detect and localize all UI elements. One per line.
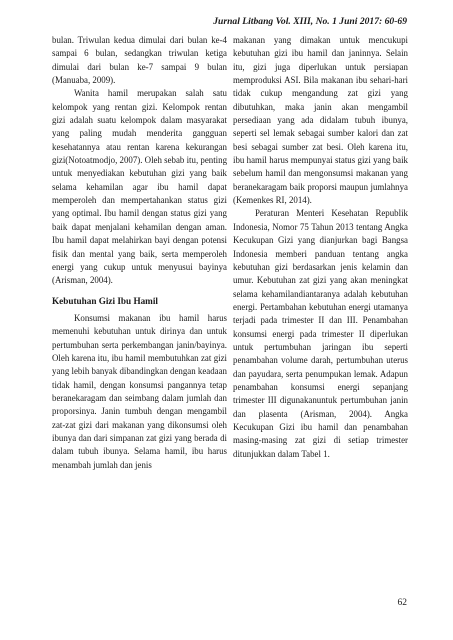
section-heading: Kebutuhan Gizi Ibu Hamil: [52, 295, 158, 306]
paragraph: makanan yang dimakan untuk mencukupi kebutuhan gizi ibu hamil dan janinnya. Selain itu, gizi juga diperlukan untuk persiapan memproduksi ASI. Bila makanan ibu sehari-hari tidak cukup mengandung zat gizi yang dibutuhkan, maka janin akan mengambil persediaan yang ada didalam tubuh ibunya, seperti sel lemak sebagai sumber kalori dan zat besi sebagai sumber zat besi. Oleh karena itu, ibu hamil harus mempunyai status gizi yang baik sebelum hamil dan mengonsumsi makanan yang beranekaragam baik proporsi maupun jumlahnya (Kemenkes RI, 2014).: [233, 35, 408, 206]
page-number: 62: [397, 598, 407, 608]
running-header: Jurnal Litbang Vol. XIII, No. 1 Juni 2017: 60-69: [213, 16, 407, 27]
paragraph: Peraturan Menteri Kesehatan Republik Indonesia, Nomor 75 Tahun 2013 tentang Angka Kecukupan Gizi yang dianjurkan bagi Bangsa Indonesia memberi panduan tentang angka kebutuhan gizi berdasarkan jenis kelamin dan umur. Kebutuhan zat gizi yang akan meningkat selama kehamilandiantaranya adalah kebutuhan energi. Pertambahan kebutuhan energi utamanya terjadi pada trimester II dan III. Penambahan konsumsi energi pada trimester II diperlukan untuk pertumbuhan jaringan ibu seperti penambahan volume darah, pertumbuhan uterus dan payudara, serta penumpukan lemak. Adapun penambahan konsumsi energi sepanjang trimester III digunakanuntuk pertumbuhan janin dan plasenta (Arisman, 2004). Angka Kecukupan Gizi ibu hamil dan penambahan masing-masing zat gizi di setiap trimester ditunjukkan dalam Tabel 1.: [233, 208, 408, 459]
left-column: [52, 34, 227, 472]
paragraph: bulan. Triwulan kedua dimulai dari bulan ke-4 sampai 6 bulan, sedangkan triwulan ketiga dimulai dari bulan ke-7 sampai 9 bulan (Manuaba, 2009).: [52, 35, 227, 86]
right-column: [233, 34, 408, 461]
paragraph: Wanita hamil merupakan salah satu kelompok yang rentan gizi. Kelompok rentan gizi adalah suatu kelompok dalam masyarakat yang paling mudah menderita gangguan kesehatannya atau rentan karena kekurangan gizi(Notoatmodjo, 2007). Oleh sebab itu, penting untuk menyediakan kebutuhan gizi yang baik selama kehamilan agar ibu hamil dapat memperoleh dan mempertahankan status gizi yang optimal. Ibu hamil dengan status gizi yang baik dapat menjalani kehamilan dengan aman. Ibu hamil dapat melahirkan bayi dengan potensi fisik dan mental yang baik, serta memperoleh energi yang cukup untuk menyusui bayinya (Arisman, 2004).: [52, 88, 228, 286]
paragraph: Konsumsi makanan ibu hamil harus memenuhi kebutuhan untuk dirinya dan untuk pertumbuhan serta perkembangan janin/bayinya. Oleh karena itu, ibu hamil membutuhkan zat gizi yang lebih banyak dibandingkan dengan keadaan tidak hamil, dengan konsumsi pangannya tetap beranekaragam dan seimbang dalam jumlah dan proporsinya. Janin tumbuh dengan mengambil zat-zat gizi dari makanan yang dikonsumsi oleh ibunya dan dari simpanan zat gizi yang berada di dalam tubuh ibunya. Selama hamil, ibu harus menambah jumlah dan jenis: [52, 312, 227, 470]
